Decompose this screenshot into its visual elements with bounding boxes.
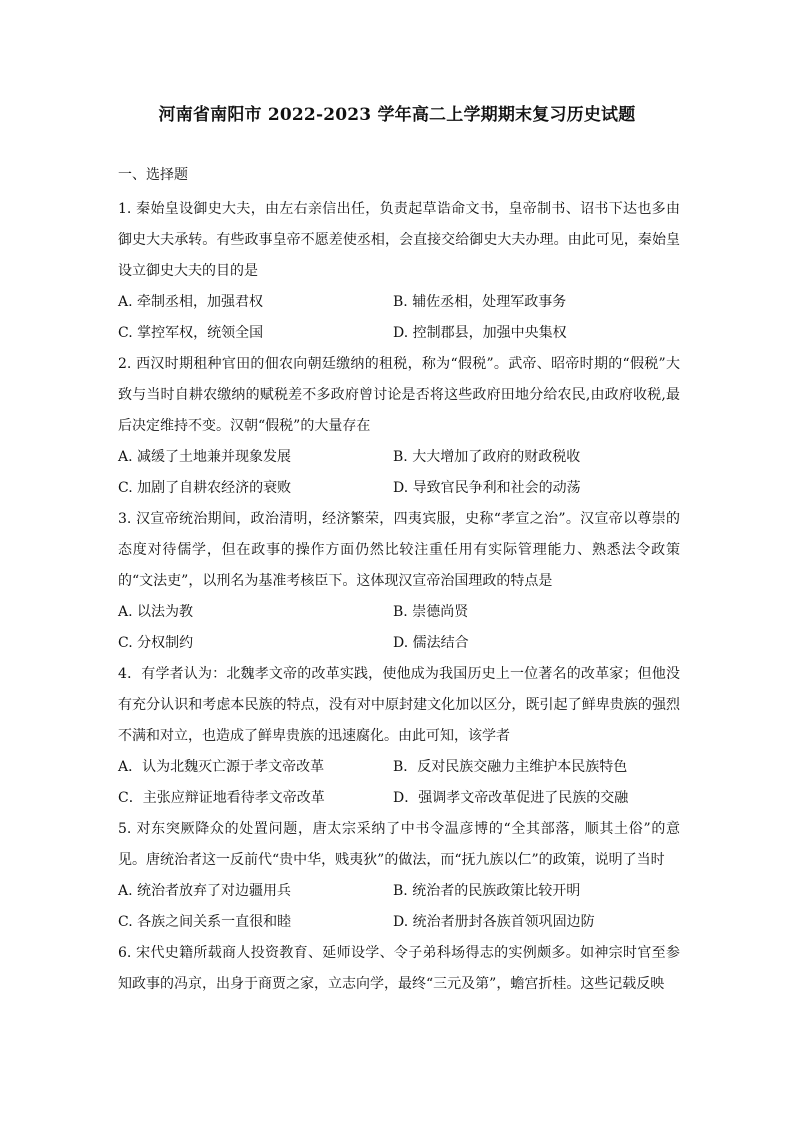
option-c: C. 加剧了自耕农经济的衰败 xyxy=(118,480,292,496)
option-list xyxy=(118,287,680,349)
question-stem: 3. 汉宣帝统治期间，政治清明，经济繁荣，四夷宾服，史称“孝宣之治”。汉宣帝以尊崇的态度对待儒学，但在政事的操作方面仍然比较注重任用有实际管理能力、熟悉法令政策的“文法吏”，以刑名为基准考核臣下。这体现汉宣帝治国理政的特点是 xyxy=(118,511,680,589)
question-stem: 6. 宋代史籍所载商人投资教育、延师设学、令子弟科场得志的实例颇多。如神宗时官至参知政事的冯京，出身于商贾之家，立志向学，最终“三元及第”，蟾宫折桂。这些记载反映 xyxy=(118,945,680,992)
option-d: D. 统治者册封各族首领巩固边防 xyxy=(393,914,595,930)
option-a: A. 统治者放弃了对边疆用兵 xyxy=(118,883,292,899)
question-stem: 2. 西汉时期租种官田的佃农向朝廷缴纳的租税，称为“假税”。武帝、昭帝时期的“假税”大致与当时自耕农缴纳的赋税差不多政府曾讨论是否将这些政府田地分给农民,由政府收税,最后决定维持不变。汉朝“假税”的大量存在 xyxy=(118,356,680,434)
option-list xyxy=(118,442,680,504)
option-a: A．认为北魏灭亡源于孝文帝改革 xyxy=(118,759,325,775)
question-2 xyxy=(118,349,680,504)
option-d: D. 导致官民争利和社会的动荡 xyxy=(393,480,581,496)
question-3 xyxy=(118,504,680,659)
option-c: C．主张应辩证地看待孝文帝改革 xyxy=(118,790,325,806)
question-stem: 4．有学者认为：北魏孝文帝的改革实践，使他成为我国历史上一位著名的改革家；但他没有充分认识和考虑本民族的特点，没有对中原封建文化加以区分，既引起了鲜卑贵族的强烈不满和对立，也造成了鲜卑贵族的迅速腐化。由此可知，该学者 xyxy=(118,666,680,744)
option-b: B．反对民族交融力主维护本民族特色 xyxy=(393,759,628,775)
option-list xyxy=(118,752,680,814)
section-heading: 一、选择题 xyxy=(118,167,188,183)
question-5 xyxy=(118,814,680,938)
option-c: C. 分权制约 xyxy=(118,635,194,651)
questions-list xyxy=(118,194,680,1000)
question-stem: 5. 对东突厥降众的处置问题，唐太宗采纳了中书令温彦博的“全其部落，顺其土俗”的意见。唐统治者这一反前代“贵中华，贱夷狄”的做法，而“抚九族以仁”的政策，说明了当时 xyxy=(118,821,680,868)
option-list xyxy=(118,876,680,938)
option-a: A. 以法为教 xyxy=(118,604,194,620)
option-d: D．强调孝文帝改革促进了民族的交融 xyxy=(393,790,629,806)
option-a: A. 减缓了土地兼并现象发展 xyxy=(118,449,292,465)
question-stem: 1. 秦始皇设御史大夫，由左右亲信出任，负责起草诰命文书，皇帝制书、诏书下达也多由御史大夫承转。有些政事皇帝不愿差使丞相，会直接交给御史大夫办理。由此可见，秦始皇设立御史大夫的目的是 xyxy=(118,201,680,279)
question-6 xyxy=(118,938,680,1000)
option-b: B. 大大增加了政府的财政税收 xyxy=(393,449,581,465)
option-b: B. 统治者的民族政策比较开明 xyxy=(393,883,581,899)
option-d: D. 儒法结合 xyxy=(393,635,469,651)
question-1 xyxy=(118,194,680,349)
option-c: C. 掌控军权，统领全国 xyxy=(118,325,264,341)
option-b: B. 崇德尚贤 xyxy=(393,604,469,620)
page-title: 河南省南阳市 2022-2023 学年高二上学期期末复习历史试题 xyxy=(158,105,636,125)
option-c: C. 各族之间关系一直很和睦 xyxy=(118,914,292,930)
option-list xyxy=(118,597,680,659)
option-a: A. 牵制丞相，加强君权 xyxy=(118,294,264,310)
option-b: B. 辅佐丞相，处理军政事务 xyxy=(393,294,567,310)
question-4 xyxy=(118,659,680,814)
option-d: D. 控制郡县，加强中央集权 xyxy=(393,325,567,341)
